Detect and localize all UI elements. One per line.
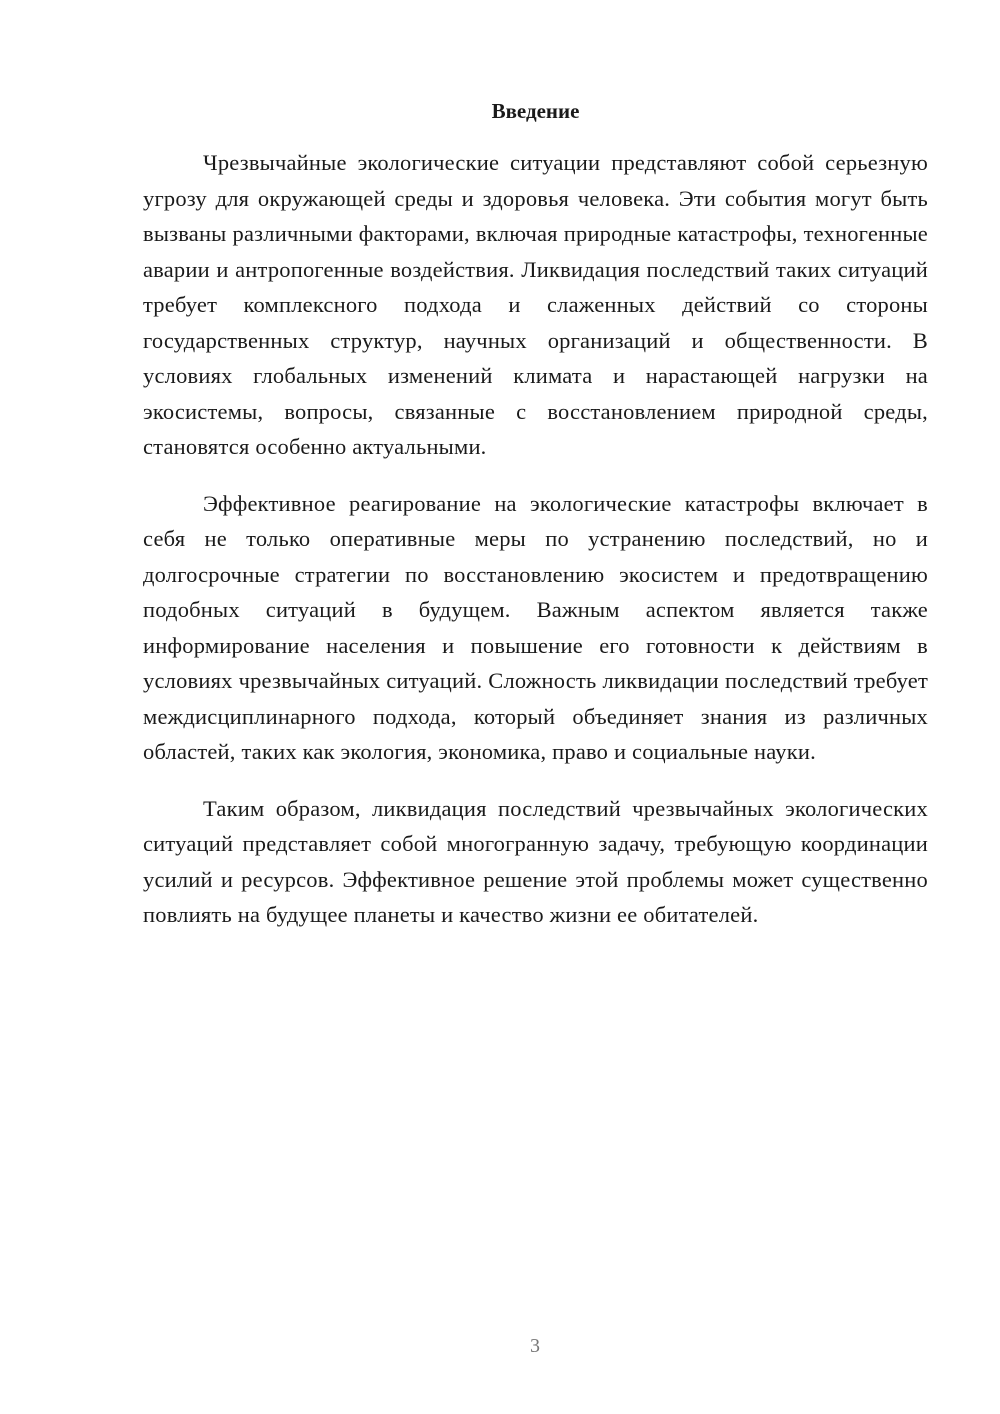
paragraph-response: Эффективное реагирование на экологические катастрофы включает в себя не только оперативные меры по устранению последствий, но и долгосрочные стратегии по восстановлению экосистем и предотвращению подобных ситуаций в будущем. Важным аспектом является также информирование населения и повышение его готовности к действиям в условиях чрезвычайных ситуаций. Сложность ликвидации последствий требует междисциплинарного подхода, который объединяет знания из различных областей, таких как экология, экономика, право и социальные науки. [143,490,928,764]
page-number: 3 [530,1335,540,1357]
paragraph-conclusion: Таким образом, ликвидация последствий чрезвычайных экологических ситуаций представляет собой многогранную задачу, требующую координации усилий и ресурсов. Эффективное решение этой проблемы может существенно повлиять на будущее планеты и качество жизни ее обитателей. [143,795,928,927]
paragraph-intro: Чрезвычайные экологические ситуации представляют собой серьезную угрозу для окружающей среды и здоровья человека. Эти события могут быть вызваны различными факторами, включая природные катастрофы, техногенные аварии и антропогенные воздействия. Ликвидация последствий таких ситуаций требует комплексного подхода и слаженных действий со стороны государственных структур, научных организаций и общественности. В условиях глобальных изменений климата и нарастающей нагрузки на экосистемы, вопросы, связанные с восстановлением природной среды, становятся особенно актуальными. [143,150,928,459]
page-content [143,97,928,933]
page-title: Введение [491,99,580,123]
